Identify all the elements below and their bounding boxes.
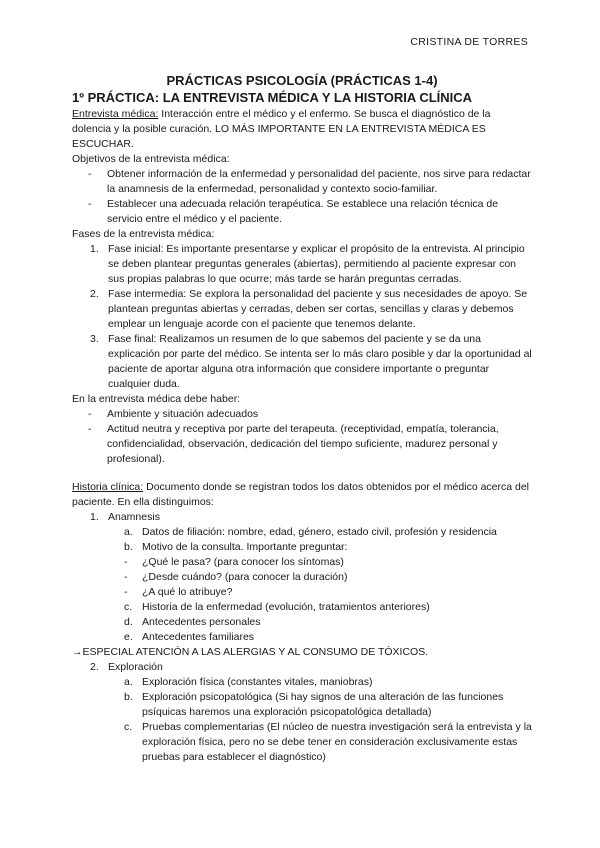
- list-item: [72, 422, 532, 467]
- list-item: [72, 167, 532, 197]
- list-item-text: Fase inicial: Es importante presentarse y explicar el propósito de la entrevista. Al principio se deben plantear preguntas generales (abiertas), permitiendo al paciente expresar con sus propias palabras lo que ocurre; más tarde se harán preguntas cerradas.: [108, 243, 525, 285]
- letter-marker: a.: [124, 526, 133, 538]
- document-body: [72, 72, 532, 765]
- historia-text: Documento donde se registran todos los datos obtenidos por el médico acerca del paciente. En ella distinguimos:: [72, 481, 530, 508]
- letter-marker: c.: [124, 601, 133, 613]
- letter-marker: a.: [124, 676, 133, 688]
- list-item: [72, 600, 532, 615]
- fases-heading: Fases de la entrevista médica:: [72, 228, 215, 240]
- list-item-text: Actitud neutra y receptiva por parte del terapeuta. (receptividad, empatía, tolerancia, confidencialidad, observación, dedicación del tiempo suficiente, madurez personal y profesional).: [107, 423, 499, 465]
- historia-definition: [72, 480, 532, 510]
- list-item-text: Fase final: Realizamos un resumen de lo que sabemos del paciente y se da una explicación por parte del médico. Se intenta ser lo más claro posible y dar la oportunidad al paciente de aportar alguna otra información que considere importante o preguntar cualquier duda.: [108, 333, 532, 390]
- list-item: [72, 540, 532, 555]
- list-item-text: Obtener información de la enfermedad y personalidad del paciente, nos sirve para redactar la anamnesis de la enfermedad, personalidad y contexto socio-familiar.: [107, 168, 531, 195]
- number-marker: 1.: [90, 511, 99, 523]
- list-item: [72, 555, 532, 570]
- dash-marker: -: [124, 586, 128, 598]
- list-item: [72, 585, 532, 600]
- letter-marker: e.: [124, 631, 133, 643]
- list-item: [72, 660, 532, 675]
- list-item-text: Exploración física (constantes vitales, maniobras): [142, 676, 373, 688]
- list-item-text: Establecer una adecuada relación terapéutica. Se establece una relación técnica de servicio entre el médico y el paciente.: [107, 198, 499, 225]
- dash-marker: -: [88, 198, 92, 210]
- exploracion-label: Exploración: [108, 661, 163, 673]
- list-item: [72, 525, 532, 540]
- list-item-text: Motivo de la consulta. Importante preguntar:: [142, 541, 348, 553]
- historia-label: Historia clínica:: [72, 481, 144, 493]
- list-item-text: Antecedentes familiares: [142, 631, 255, 643]
- anamnesis-label: Anamnesis: [108, 511, 160, 523]
- list-item-text: ¿Qué le pasa? (para conocer los síntomas): [142, 556, 344, 568]
- list-item: [72, 510, 532, 525]
- list-item: [72, 690, 532, 720]
- list-item-text: ¿Desde cuándo? (para conocer la duración): [142, 571, 348, 583]
- list-item-text: Antecedentes personales: [142, 616, 261, 628]
- spacer: [72, 467, 532, 480]
- author-name: CRISTINA DE TORRES: [410, 36, 528, 48]
- debe-haber-heading: En la entrevista médica debe haber:: [72, 393, 241, 405]
- list-item: [72, 197, 532, 227]
- list-item-text: Pruebas complementarias (El núcleo de nuestra investigación será la entrevista y la exploración física, pero no se debe tener en consideración exclusivamente estas pruebas para establecer el diagnóstico): [142, 721, 532, 763]
- dash-marker: -: [124, 571, 128, 583]
- number-marker: 2.: [90, 661, 99, 673]
- number-marker: 3.: [90, 333, 99, 345]
- list-item: [72, 407, 532, 422]
- dash-marker: -: [124, 556, 128, 568]
- list-item: [72, 615, 532, 630]
- document-title: PRÁCTICAS PSICOLOGÍA (PRÁCTICAS 1-4): [166, 73, 438, 88]
- entrevista-label: Entrevista médica:: [72, 108, 159, 120]
- list-item-text: Fase intermedia: Se explora la personalidad del paciente y sus necesidades de apoyo. Se plantean preguntas abiertas y cerradas, deben ser cortas, sencillas y claras y debemos emplear un lenguaje acorde con el paciente que tenemos delante.: [108, 288, 528, 330]
- dash-marker: -: [88, 408, 92, 420]
- especial-atencion-note: →ESPECIAL ATENCIÓN A LAS ALERGIAS Y AL CONSUMO DE TÓXICOS.: [72, 646, 429, 658]
- section-title: 1º PRÁCTICA: LA ENTREVISTA MÉDICA Y LA HISTORIA CLÍNICA: [72, 90, 473, 105]
- list-item: [72, 287, 532, 332]
- letter-marker: b.: [124, 541, 133, 553]
- list-item: [72, 630, 532, 645]
- list-item: [72, 570, 532, 585]
- objetivos-heading: Objetivos de la entrevista médica:: [72, 153, 230, 165]
- list-item: [72, 242, 532, 287]
- letter-marker: b.: [124, 691, 133, 703]
- list-item: [72, 675, 532, 690]
- letter-marker: c.: [124, 721, 133, 733]
- entrevista-definition: [72, 107, 532, 152]
- list-item-text: Ambiente y situación adecuados: [107, 408, 259, 420]
- entrevista-text: Interacción entre el médico y el enfermo. Se busca el diagnóstico de la dolencia y la posible curación. LO MÁS IMPORTANTE EN LA ENTREVISTA MÉDICA ES ESCUCHAR.: [72, 108, 491, 150]
- list-item-text: Datos de filiación: nombre, edad, género, estado civil, profesión y residencia: [142, 526, 497, 538]
- list-item: [72, 332, 532, 392]
- dash-marker: -: [88, 423, 92, 435]
- list-item-text: ¿A qué lo atribuye?: [142, 586, 233, 598]
- number-marker: 2.: [90, 288, 99, 300]
- list-item-text: Exploración psicopatológica (Si hay signos de una alteración de las funciones psíquicas haremos una exploración psicopatológica detallada): [142, 691, 504, 718]
- number-marker: 1.: [90, 243, 99, 255]
- dash-marker: -: [88, 168, 92, 180]
- letter-marker: d.: [124, 616, 133, 628]
- list-item-text: Historia de la enfermedad (evolución, tratamientos anteriores): [142, 601, 430, 613]
- list-item: [72, 720, 532, 765]
